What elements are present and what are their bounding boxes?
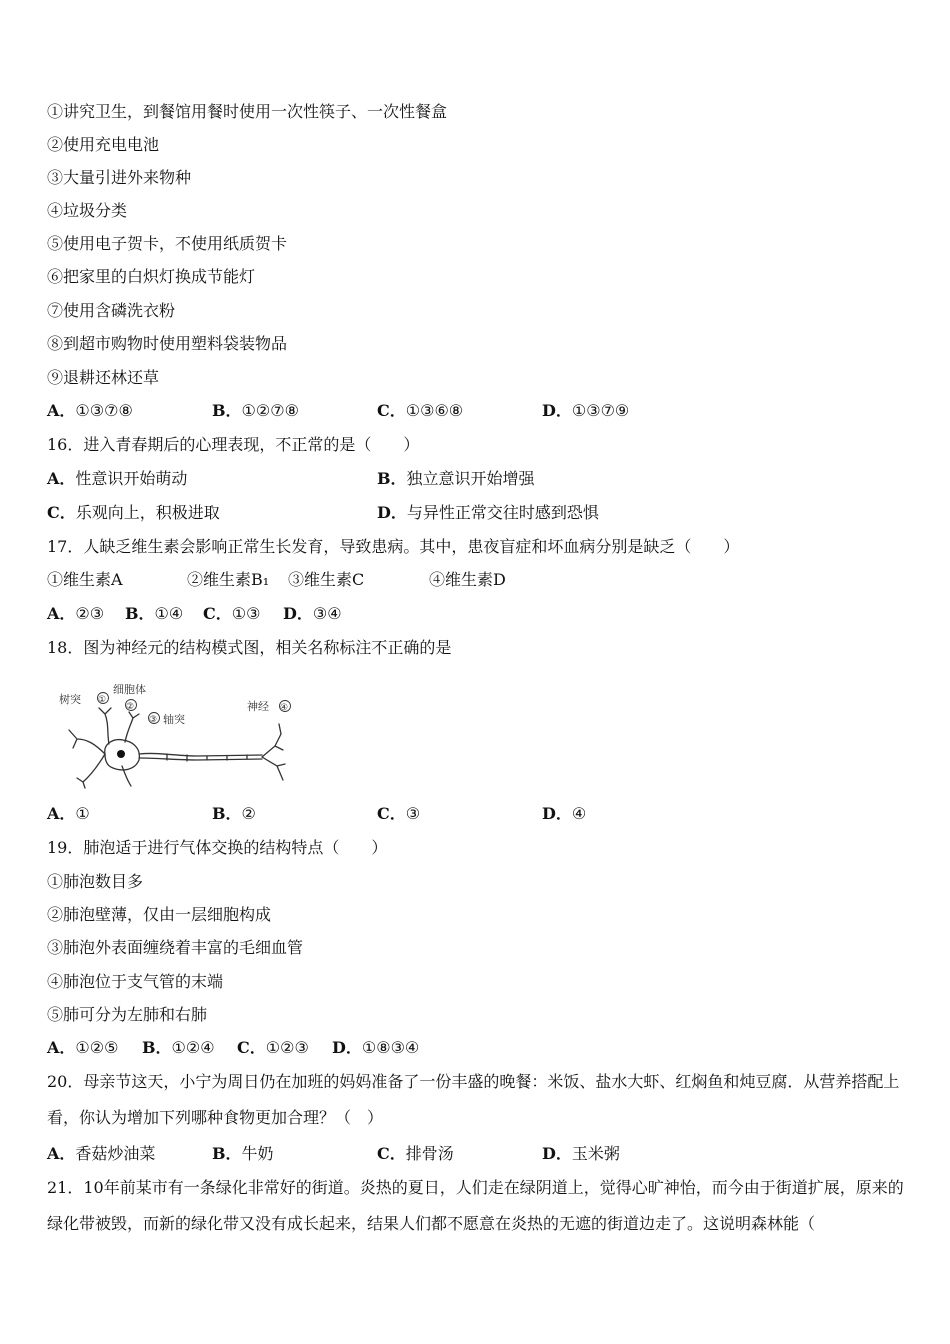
q15-option-c[interactable]: C．①③⑥⑧ [377,401,464,420]
q21-stem: 21．10年前某市有一条绿化非常好的街道。炎热的夏日，人们走在绿阴道上，觉得心旷神怡，而今由于街道扩展，原来的绿化带被毁，而新的绿化带又没有成长起来，结果人们都不愿意在炎热的无遮的街道边走了。这说明森林能（ [47,1178,904,1233]
q20-option-a[interactable]: A．香菇炒油菜 [47,1144,156,1163]
q16-option-a[interactable]: A．性意识开始萌动 [47,469,188,488]
q15-item-6: ⑥把家里的白炽灯换成节能灯 [47,267,256,286]
q18-option-d[interactable]: D．④ [542,804,587,823]
q18-stem: 18．图为神经元的结构模式图，相关名称标注不正确的是 [47,638,452,657]
q15-item-8: ⑧到超市购物时使用塑料袋装物品 [47,334,288,353]
q18-option-b[interactable]: B．② [212,804,256,823]
q19-item-4: ④肺泡位于支气管的末端 [47,972,224,991]
q19-item-5: ⑤肺可分为左肺和右肺 [47,1005,208,1024]
label-num-1: ① [98,695,107,705]
q19-stem: 19．肺泡适于进行气体交换的结构特点（ ） [47,838,388,857]
q15-option-d[interactable]: D．①③⑦⑨ [542,401,630,420]
q15-item-5: ⑤使用电子贺卡，不使用纸质贺卡 [47,234,288,253]
q17-option-a[interactable]: A．②③ [47,604,105,623]
q17-items [47,570,506,590]
q19-option-d[interactable]: D．①⑧③④ [332,1038,420,1057]
nucleus [117,750,125,758]
q19-options [47,1038,419,1058]
label-nerve: 神经 [247,700,269,713]
q20-stem: 20．母亲节这天，小宁为周日仍在加班的妈妈准备了一份丰盛的晚餐：米饭、盐水大虾、红焖鱼和炖豆腐．从营养搭配上看，你认为增加下列哪种食物更加合理？（ ） [47,1072,900,1127]
q19-option-b[interactable]: B．①②④ [142,1038,215,1057]
q15-options [47,401,629,421]
q16-option-d[interactable]: D．与异性正常交往时感到恐惧 [377,503,599,522]
q18-option-a[interactable]: A．① [47,804,90,823]
q19-item-3: ③肺泡外表面缠绕着丰富的毛细血管 [47,938,304,957]
q15-item-4: ④垃圾分类 [47,201,128,220]
q17-option-b[interactable]: B．①④ [125,604,184,623]
q15-item-2: ②使用充电电池 [47,135,160,154]
q15-option-a[interactable]: A．①③⑦⑧ [47,401,133,420]
q15-item-7: ⑦使用含磷洗衣粉 [47,301,176,320]
q17-item-2: ②维生素B₁ [187,570,270,589]
q16-option-c[interactable]: C．乐观向上，积极进取 [47,503,220,522]
q16-options-row2 [47,503,599,523]
q20-option-b[interactable]: B．牛奶 [212,1144,274,1163]
q19-option-c[interactable]: C．①②③ [237,1038,309,1057]
q16-stem: 16．进入青春期后的心理表现，不正常的是（ ） [47,435,420,454]
q17-stem: 17．人缺乏维生素会影响正常生长发育，导致患病。其中，患夜盲症和坏血病分别是缺乏（ ） [47,537,740,556]
q19-item-1: ①肺泡数目多 [47,872,144,891]
q15-item-1: ①讲究卫生，到餐馆用餐时使用一次性筷子、一次性餐盒 [47,102,448,121]
q15-item-3: ③大量引进外来物种 [47,168,192,187]
q17-item-1: ①维生素A [47,570,123,589]
label-axon: 轴突 [163,713,185,726]
q19-item-2: ②肺泡壁薄，仅由一层细胞构成 [47,905,272,924]
q20-option-c[interactable]: C．排骨汤 [377,1144,454,1163]
label-cell-body: 细胞体 [113,684,146,696]
q16-option-b[interactable]: B．独立意识开始增强 [377,469,535,488]
label-num-4: ④ [280,703,289,713]
q18-option-c[interactable]: C．③ [377,804,421,823]
q17-item-3: ③维生素C [288,570,365,589]
q16-options-row1 [47,469,535,489]
q17-options [47,604,342,624]
q17-option-d[interactable]: D．③④ [283,604,342,623]
q17-option-c[interactable]: C．①③ [203,604,261,623]
q15-item-9: ⑨退耕还林还草 [47,368,160,387]
label-dendrite: 树突 [59,693,81,706]
neuron-diagram [47,684,297,789]
label-num-2: ② [126,702,135,712]
label-num-3: ③ [149,715,158,725]
q19-option-a[interactable]: A．①②⑤ [47,1038,119,1057]
q20-options [47,1144,620,1164]
q15-option-b[interactable]: B．①②⑦⑧ [212,401,299,420]
q18-options [47,804,586,824]
q17-item-4: ④维生素D [429,570,506,589]
q20-option-d[interactable]: D．玉米粥 [542,1144,620,1163]
